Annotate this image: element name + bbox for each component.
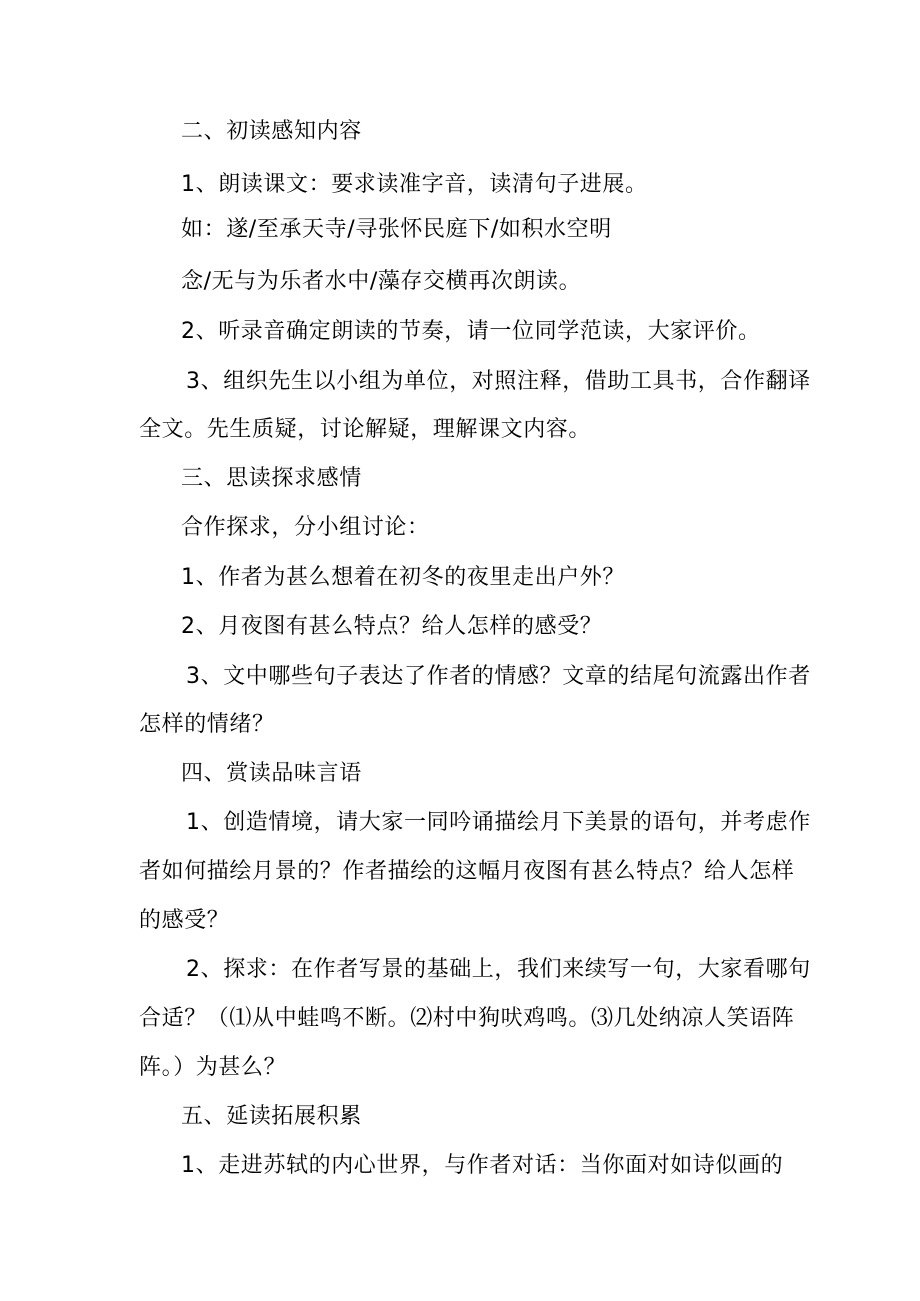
paragraph-line: 2、探求：在作者写景的基础上，我们来续写一句，大家看哪句 xyxy=(186,957,811,982)
paragraph-line: 合作探求，分小组讨论： xyxy=(181,515,430,540)
paragraph-line: 的感受？ xyxy=(139,908,230,933)
paragraph-line: 2、听录音确定朗读的节奏，请一位同学范读，大家评价。 xyxy=(181,319,761,344)
paragraph-line: 全文。先生质疑，讨论解疑，理解课文内容。 xyxy=(139,417,592,442)
paragraph-line: 1、走进苏轼的内心世界，与作者对话：当你面对如诗似画的 xyxy=(181,1153,784,1178)
paragraph-line: 怎样的情绪？ xyxy=(139,712,275,737)
paragraph-line: 合适？（⑴从中蛙鸣不断。⑵村中狗吠鸡鸣。⑶几处纳凉人笑语阵 xyxy=(139,1006,795,1031)
paragraph-line: 1、作者为甚么想着在初冬的夜里走出户外？ xyxy=(181,565,625,590)
paragraph-line: 如：遂/至承天寺/寻张怀民庭下/如积水空明 xyxy=(181,217,612,242)
section-heading-5: 五、延读拓展积累 xyxy=(181,1104,362,1129)
section-heading-4: 四、赏读品味言语 xyxy=(181,761,362,786)
paragraph-line: 1、创造情境，请大家一同吟诵描绘月下美景的语句，并考虑作 xyxy=(186,810,811,835)
paragraph-line: 3、组织先生以小组为单位，对照注释，借助工具书，合作翻译 xyxy=(186,369,811,394)
paragraph-line: 者如何描绘月景的？作者描绘的这幅月夜图有甚么特点？给人怎样 xyxy=(139,859,795,884)
paragraph-line: 3、文中哪些句子表达了作者的情感？文章的结尾句流露出作者 xyxy=(186,664,811,689)
paragraph-line: 阵。）为甚么？ xyxy=(139,1055,287,1080)
section-heading-3: 三、思读探求感情 xyxy=(181,466,362,491)
paragraph-line: 念/无与为乐者水中/藻存交横再次朗读。 xyxy=(181,269,582,294)
section-heading-2: 二、初读感知内容 xyxy=(181,119,362,144)
paragraph-line: 2、月夜图有甚么特点？给人怎样的感受？ xyxy=(181,614,603,639)
paragraph-line: 1、朗读课文：要求读准字音，读清句子进展。 xyxy=(181,172,648,197)
